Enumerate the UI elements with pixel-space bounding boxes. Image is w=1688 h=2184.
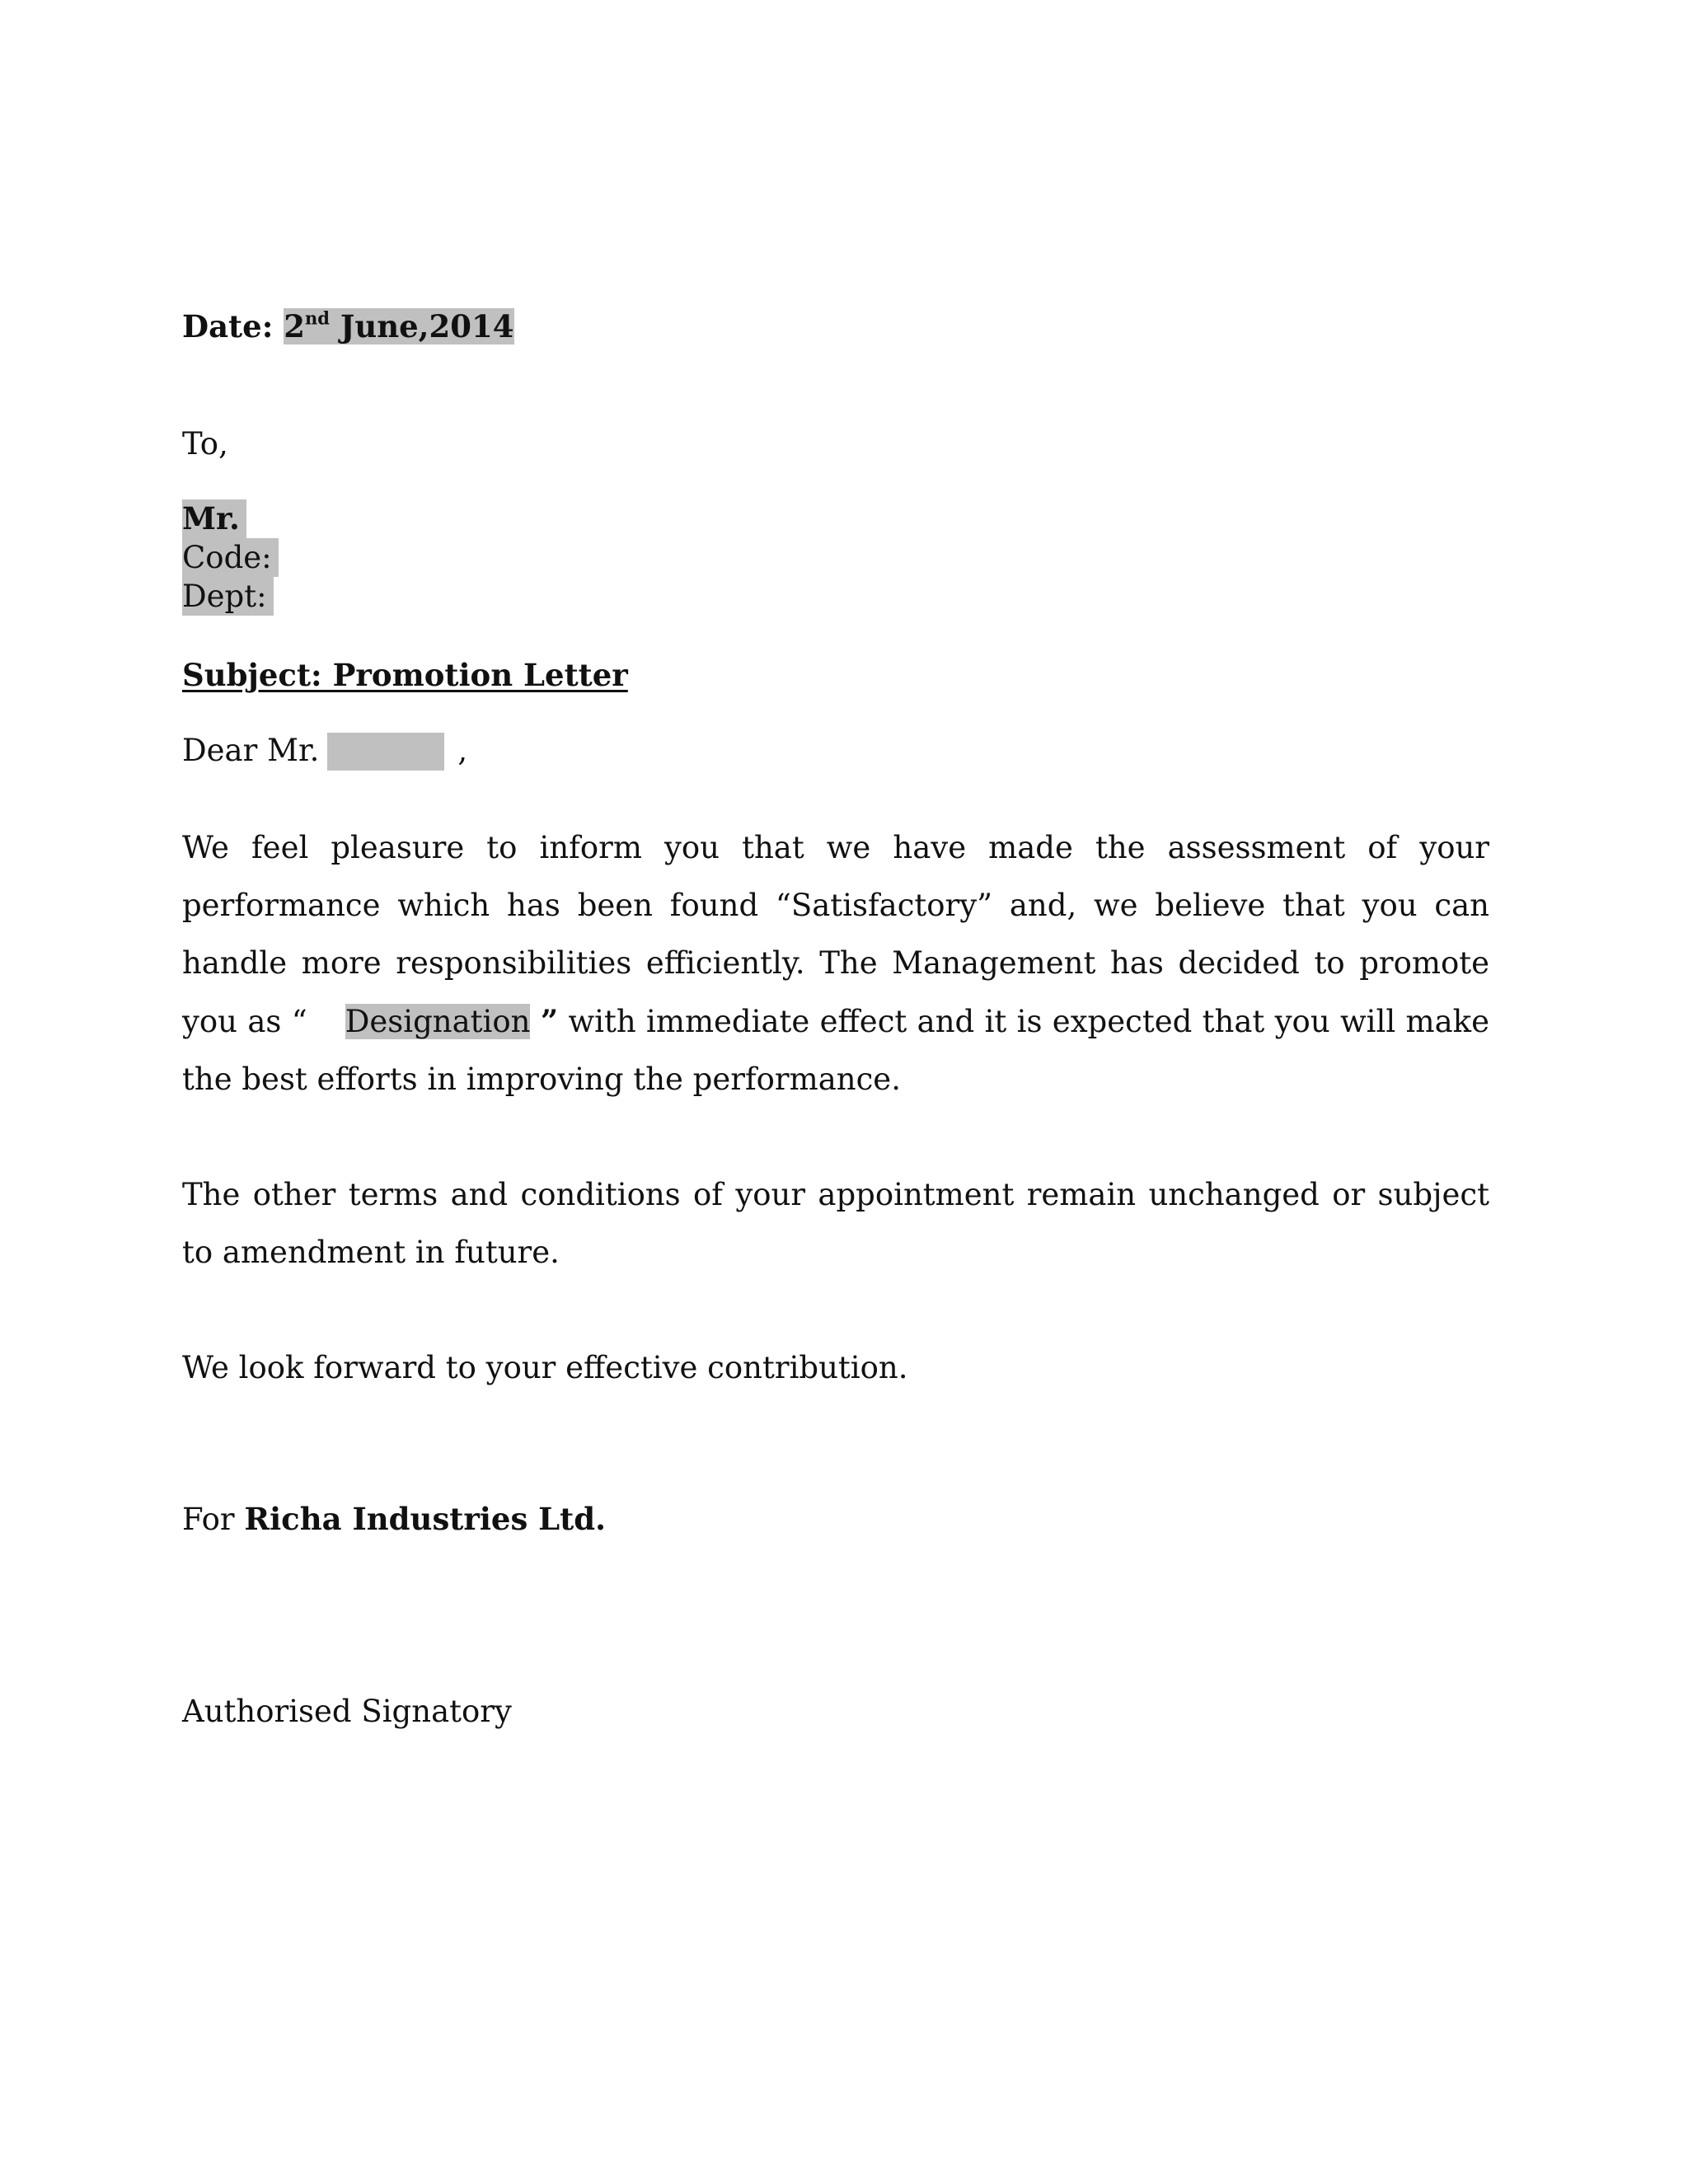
para1-close-quote: ” bbox=[540, 1003, 559, 1039]
addressee-code: Code: bbox=[182, 538, 279, 577]
salutation-line bbox=[182, 732, 467, 771]
for-prefix: For bbox=[182, 1502, 245, 1537]
para1-text: We feel pleasure to inform you that we have made the assessment of your performance which has been found “Satisfactory” and, we believe that you can handle more responsibilities efficiently. The Management has decided to promote you as “ bbox=[182, 830, 1489, 1039]
addressee-block bbox=[182, 499, 279, 616]
date-suffix: nd bbox=[304, 307, 330, 329]
body-paragraph-3: We look forward to your effective contribution. bbox=[182, 1350, 908, 1385]
date-label: Date: bbox=[182, 308, 284, 344]
date-day: 2 bbox=[284, 308, 305, 344]
company-name: Richa Industries Ltd. bbox=[244, 1501, 607, 1537]
body-paragraph-2: The other terms and conditions of your appointment remain unchanged or subject to amendment in future. bbox=[182, 1177, 1489, 1270]
date-rest: June,2014 bbox=[329, 308, 514, 344]
subject-line: Subject: Promotion Letter bbox=[182, 657, 628, 693]
to-line: To, bbox=[182, 426, 228, 462]
salutation-suffix: , bbox=[457, 733, 468, 768]
designation-field: Designation bbox=[345, 1004, 531, 1039]
addressee-name: Mr. bbox=[182, 499, 246, 538]
company-line bbox=[182, 1500, 606, 1539]
addressee-dept: Dept: bbox=[182, 577, 274, 616]
date-value bbox=[284, 308, 513, 344]
para1-tail: with immediate effect and it is expected that you will make the best efforts in improving the performance. bbox=[182, 1004, 1489, 1097]
body-paragraph-1 bbox=[182, 819, 1489, 1108]
date-line bbox=[182, 307, 514, 345]
name-blank-field bbox=[327, 733, 444, 771]
salutation-prefix: Dear Mr. bbox=[182, 733, 320, 768]
signatory-line: Authorised Signatory bbox=[182, 1694, 512, 1729]
